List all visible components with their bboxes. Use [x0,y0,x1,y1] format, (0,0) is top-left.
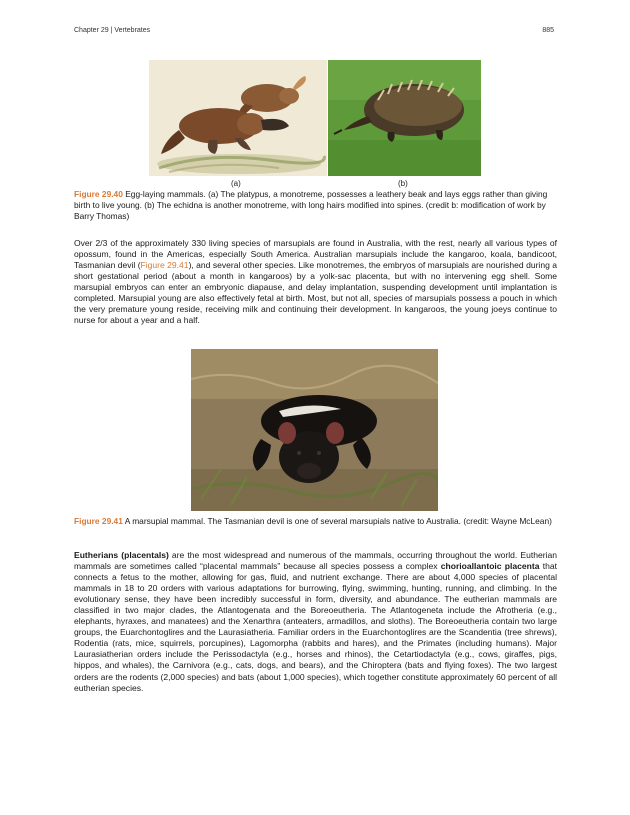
figure-29-41-link[interactable]: Figure 29.41 [140,260,189,271]
paragraph-eutherians-text-2: that connects a fetus to the mother, allowing for gas, fluid, and nutrient exchange. There are about 4,000 species of placental mammals in 18 to 20 orders with various adaptations for burrowing, flying, swimming, hunting, running, and climbing. In the evolutionary sense, they have been incredibly successful in form, diversity, and abundance. The eutherian mammals are classified in two major clades, the Atlantogenata and the Boreoeutheria. The Atlantogeneta include the Afrotheria (e.g., elephants, hyraxes, and manatees) and the Xenarthra (anteaters, armadillos, and sloths). The Boreoeutheria contain two large groups, the Euarchontoglires and the Laurasiatheria. Familiar orders in the Euarchontoglires are the Scandentia (tree shrews), Rodentia (rats, mice, squirrels, porcupines), Lagomorpha (rabbits and hares), and the Primates (including humans). Major Laurasiatherian orders include the Perissodactyla (e.g., horses and rhinos), the Cetartiodactyla (e.g., cows, giraffes, pigs, hippos, and whales), the Carnivora (e.g., cats, dogs, and bears), and the Chiroptera (bats and flying foxes). The two largest orders are the rodents (2,000 species) and bats (about 1,000 species), which together constitute approximately 60 percent of all eutherian species. [74,561,557,693]
figure-29-41-label: Figure 29.41 [74,516,123,526]
paragraph-marsupials-text-1: Over 2/3 of the approximately 330 living species of marsupials are found in Australia, with the rest, nearly all various types of opossum, found in the Americas, especially South America. Australian marsupials include the kangaroo, koala, bandicoot, Tasmanian devil ( [74,238,557,271]
echidna-photo [328,60,481,176]
figure-label-b: (b) [398,179,408,188]
term-chorioallantoic-placenta: chorioallantoic placenta [440,561,540,572]
tasmanian-devil-photo [191,349,438,511]
figure-29-41-caption-text: A marsupial mammal. The Tasmanian devil is one of several marsupials native to Australia. (credit: Wayne McLean) [122,516,552,526]
running-header-chapter: Chapter 29 | Vertebrates [74,27,151,34]
term-eutherians: Eutherians (placentals) [74,550,169,560]
paragraph-eutherians-text-1: are the most widespread and numerous of the mammals, occurring throughout the world. Eutherian mammals are sometimes called “placental mammals” because all species possess a complex [74,550,557,572]
figure-29-40-label: Figure 29.40 [74,189,123,199]
page-number: 885 [542,27,554,34]
figure-29-40-caption [74,189,557,222]
figure-label-a: (a) [231,179,241,188]
figure-29-40-caption-text: Egg-laying mammals. (a) The platypus, a monotreme, possesses a leathery beak and lays eggs rather than giving birth to live young. (b) The echidna is another monotreme, with long hairs modified into spines. (credit b: modification of work by Barry Thomas) [74,189,548,221]
figure-29-41-caption [74,516,557,527]
platypus-illustration [149,60,327,176]
paragraph-eutherians [74,550,557,694]
paragraph-marsupials-text-2: ), and several other species. Like monotremes, the embryos of marsupials are nourished during a short gestational period (about a month in kangaroos) by a yolk-sac placenta, but with no intervening egg shell. Some marsupial embryos can enter an embryonic diapause, and delay implantation, suspending development until implantation is completed. Marsupial young are also effectively fetal at birth. Most, but not all, species of marsupials possess a pouch in which the very premature young reside, receiving milk and continuing their development. In kangaroos, the young joeys continue to nurse for about a year and a half. [74,260,557,326]
paragraph-marsupials [74,238,557,326]
